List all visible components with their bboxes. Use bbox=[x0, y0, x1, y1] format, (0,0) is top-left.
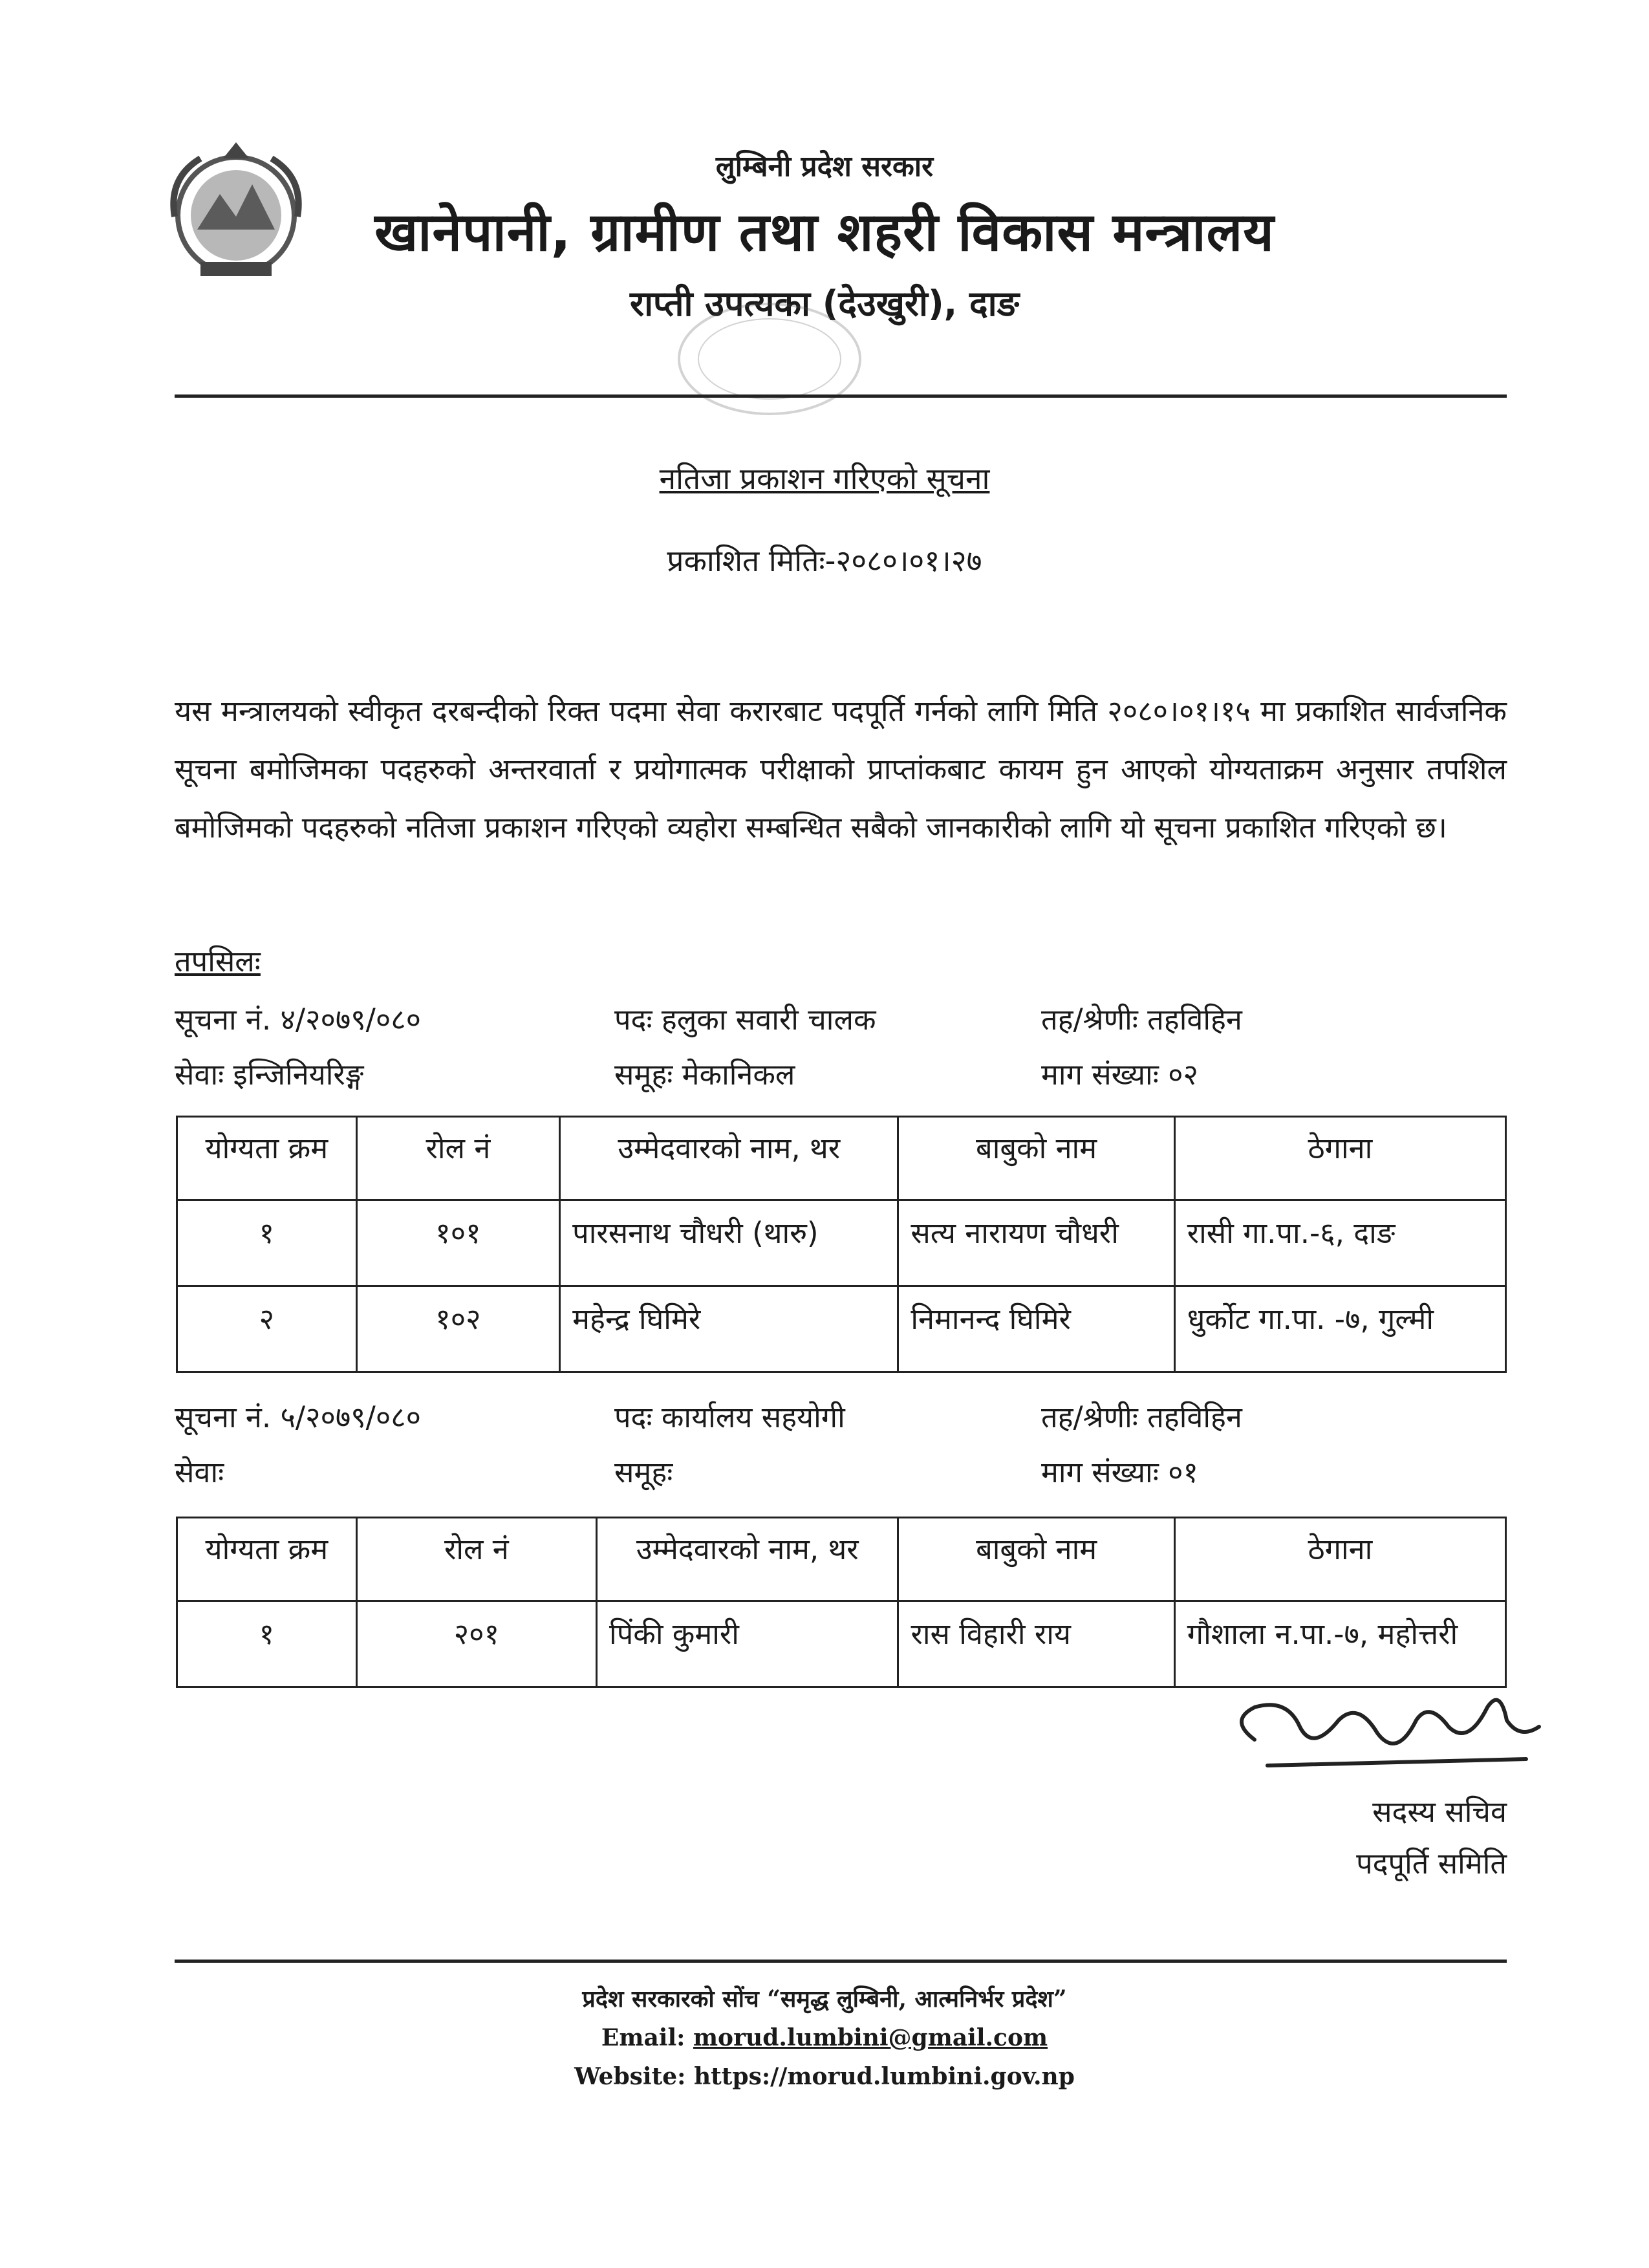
section-1-info-row-2 bbox=[175, 1054, 1507, 1099]
merit-rank: १ bbox=[177, 1601, 357, 1687]
level: तह/श्रेणीः तहविहिन bbox=[1041, 1400, 1242, 1434]
header-roll-no: रोल नं bbox=[356, 1518, 596, 1601]
details-heading: तपसिलः bbox=[175, 944, 261, 978]
table-row bbox=[177, 1200, 1506, 1286]
notice-number: सूचना नं. ५/२०७९/०८० bbox=[175, 1400, 422, 1434]
footer-email bbox=[0, 2024, 1649, 2051]
father-name: सत्य नारायण चौधरी bbox=[898, 1200, 1174, 1286]
header-address: ठेगाना bbox=[1174, 1117, 1505, 1200]
office-stamp-icon bbox=[673, 297, 867, 420]
email-link[interactable]: morud.lumbini@gmail.com bbox=[693, 2024, 1048, 2051]
demand-count: माग संख्याः ०१ bbox=[1041, 1455, 1198, 1489]
header-father-name: बाबुको नाम bbox=[898, 1117, 1174, 1200]
header-candidate-name: उम्मेदवारको नाम, थर bbox=[597, 1518, 898, 1601]
roll-no: २०१ bbox=[356, 1601, 596, 1687]
province-name: लुम्बिनी प्रदेश सरकार bbox=[715, 150, 934, 183]
header-father-name: बाबुको नाम bbox=[898, 1518, 1174, 1601]
ministry-name: खानेपानी, ग्रामीण तथा शहरी विकास मन्त्रालय bbox=[374, 202, 1275, 263]
section-2-info-row-1 bbox=[175, 1397, 1507, 1442]
demand-count: माग संख्याः ०२ bbox=[1041, 1057, 1198, 1092]
section-2-info-row-2 bbox=[175, 1452, 1507, 1497]
service: सेवाः bbox=[175, 1455, 224, 1489]
results-table-2 bbox=[176, 1517, 1507, 1688]
results-table-1 bbox=[176, 1116, 1507, 1373]
address: धुर्कोट गा.पा. -७, गुल्मी bbox=[1174, 1286, 1505, 1372]
published-date: प्रकाशित मितिः-२०८०।०१।२७ bbox=[667, 543, 982, 578]
table-header-row bbox=[177, 1518, 1506, 1601]
signatory-title: सदस्य सचिव bbox=[1372, 1795, 1507, 1829]
candidate-name: पारसनाथ चौधरी (थारु) bbox=[560, 1200, 898, 1286]
header-merit-rank: योग्यता क्रम bbox=[177, 1117, 357, 1200]
group: समूहः मेकानिकल bbox=[614, 1057, 795, 1092]
notice-title: नतिजा प्रकाशन गरिएको सूचना bbox=[659, 461, 990, 496]
candidate-name: महेन्द्र घिमिरे bbox=[560, 1286, 898, 1372]
committee-name: पदपूर्ति समिति bbox=[1356, 1846, 1507, 1881]
header-divider bbox=[175, 394, 1507, 398]
post-name: पदः कार्यालय सहयोगी bbox=[614, 1400, 845, 1434]
footer-vision: प्रदेश सरकारको सोंच “समृद्ध लुम्बिनी, आत्मनिर्भर प्रदेश” bbox=[582, 1985, 1067, 2013]
candidate-name: पिंकी कुमारी bbox=[597, 1601, 898, 1687]
father-name: रास विहारी राय bbox=[898, 1601, 1174, 1687]
notice-body: यस मन्त्रालयको स्वीकृत दरबन्दीको रिक्त पदमा सेवा करारबाट पदपूर्ति गर्नको लागि मिति २०८०।०१।१५ मा प्रकाशित सार्वजनिक सूचना बमोजिमका पदहरुको अन्तरवार्ता र प्रयोगात्मक परीक्षाको प्राप्तांकबाट कायम हुन आएको योग्यताक्रम अनुसार तपशिल बमोजिमको पदहरुको नतिजा प्रकाशन गरिएको व्यहोरा सम्बन्धित सबैको जानकारीको लागि यो सूचना प्रकाशित गरिएको छ। bbox=[175, 694, 1507, 845]
level: तह/श्रेणीः तहविहिन bbox=[1041, 1002, 1242, 1037]
header-address: ठेगाना bbox=[1174, 1518, 1505, 1601]
table-row bbox=[177, 1601, 1506, 1687]
footer-divider bbox=[175, 1960, 1507, 1963]
email-label: Email: bbox=[601, 2024, 685, 2051]
header-merit-rank: योग्यता क्रम bbox=[177, 1518, 357, 1601]
merit-rank: २ bbox=[177, 1286, 357, 1372]
group: समूहः bbox=[614, 1455, 673, 1489]
header-roll-no: रोल नं bbox=[356, 1117, 559, 1200]
father-name: निमानन्द घिमिरे bbox=[898, 1286, 1174, 1372]
section-1-info-row-1 bbox=[175, 999, 1507, 1044]
post-name: पदः हलुका सवारी चालक bbox=[614, 1002, 876, 1037]
service: सेवाः इन्जिनियरिङ्ग bbox=[175, 1057, 364, 1092]
address: गौशाला न.पा.-७, महोत्तरी bbox=[1174, 1601, 1505, 1687]
signature-icon bbox=[1216, 1681, 1552, 1791]
address: रासी गा.पा.-६, दाङ bbox=[1174, 1200, 1505, 1286]
merit-rank: १ bbox=[177, 1200, 357, 1286]
footer-website[interactable]: Website: https://morud.lumbini.gov.np bbox=[574, 2063, 1075, 2090]
notice-number: सूचना नं. ४/२०७९/०८० bbox=[175, 1002, 422, 1037]
roll-no: १०२ bbox=[356, 1286, 559, 1372]
header-candidate-name: उम्मेदवारको नाम, थर bbox=[560, 1117, 898, 1200]
table-header-row bbox=[177, 1117, 1506, 1200]
ministry-location: राप्ती उपत्यका (देउखुरी), दाङ bbox=[629, 283, 1019, 324]
table-row bbox=[177, 1286, 1506, 1372]
roll-no: १०१ bbox=[356, 1200, 559, 1286]
